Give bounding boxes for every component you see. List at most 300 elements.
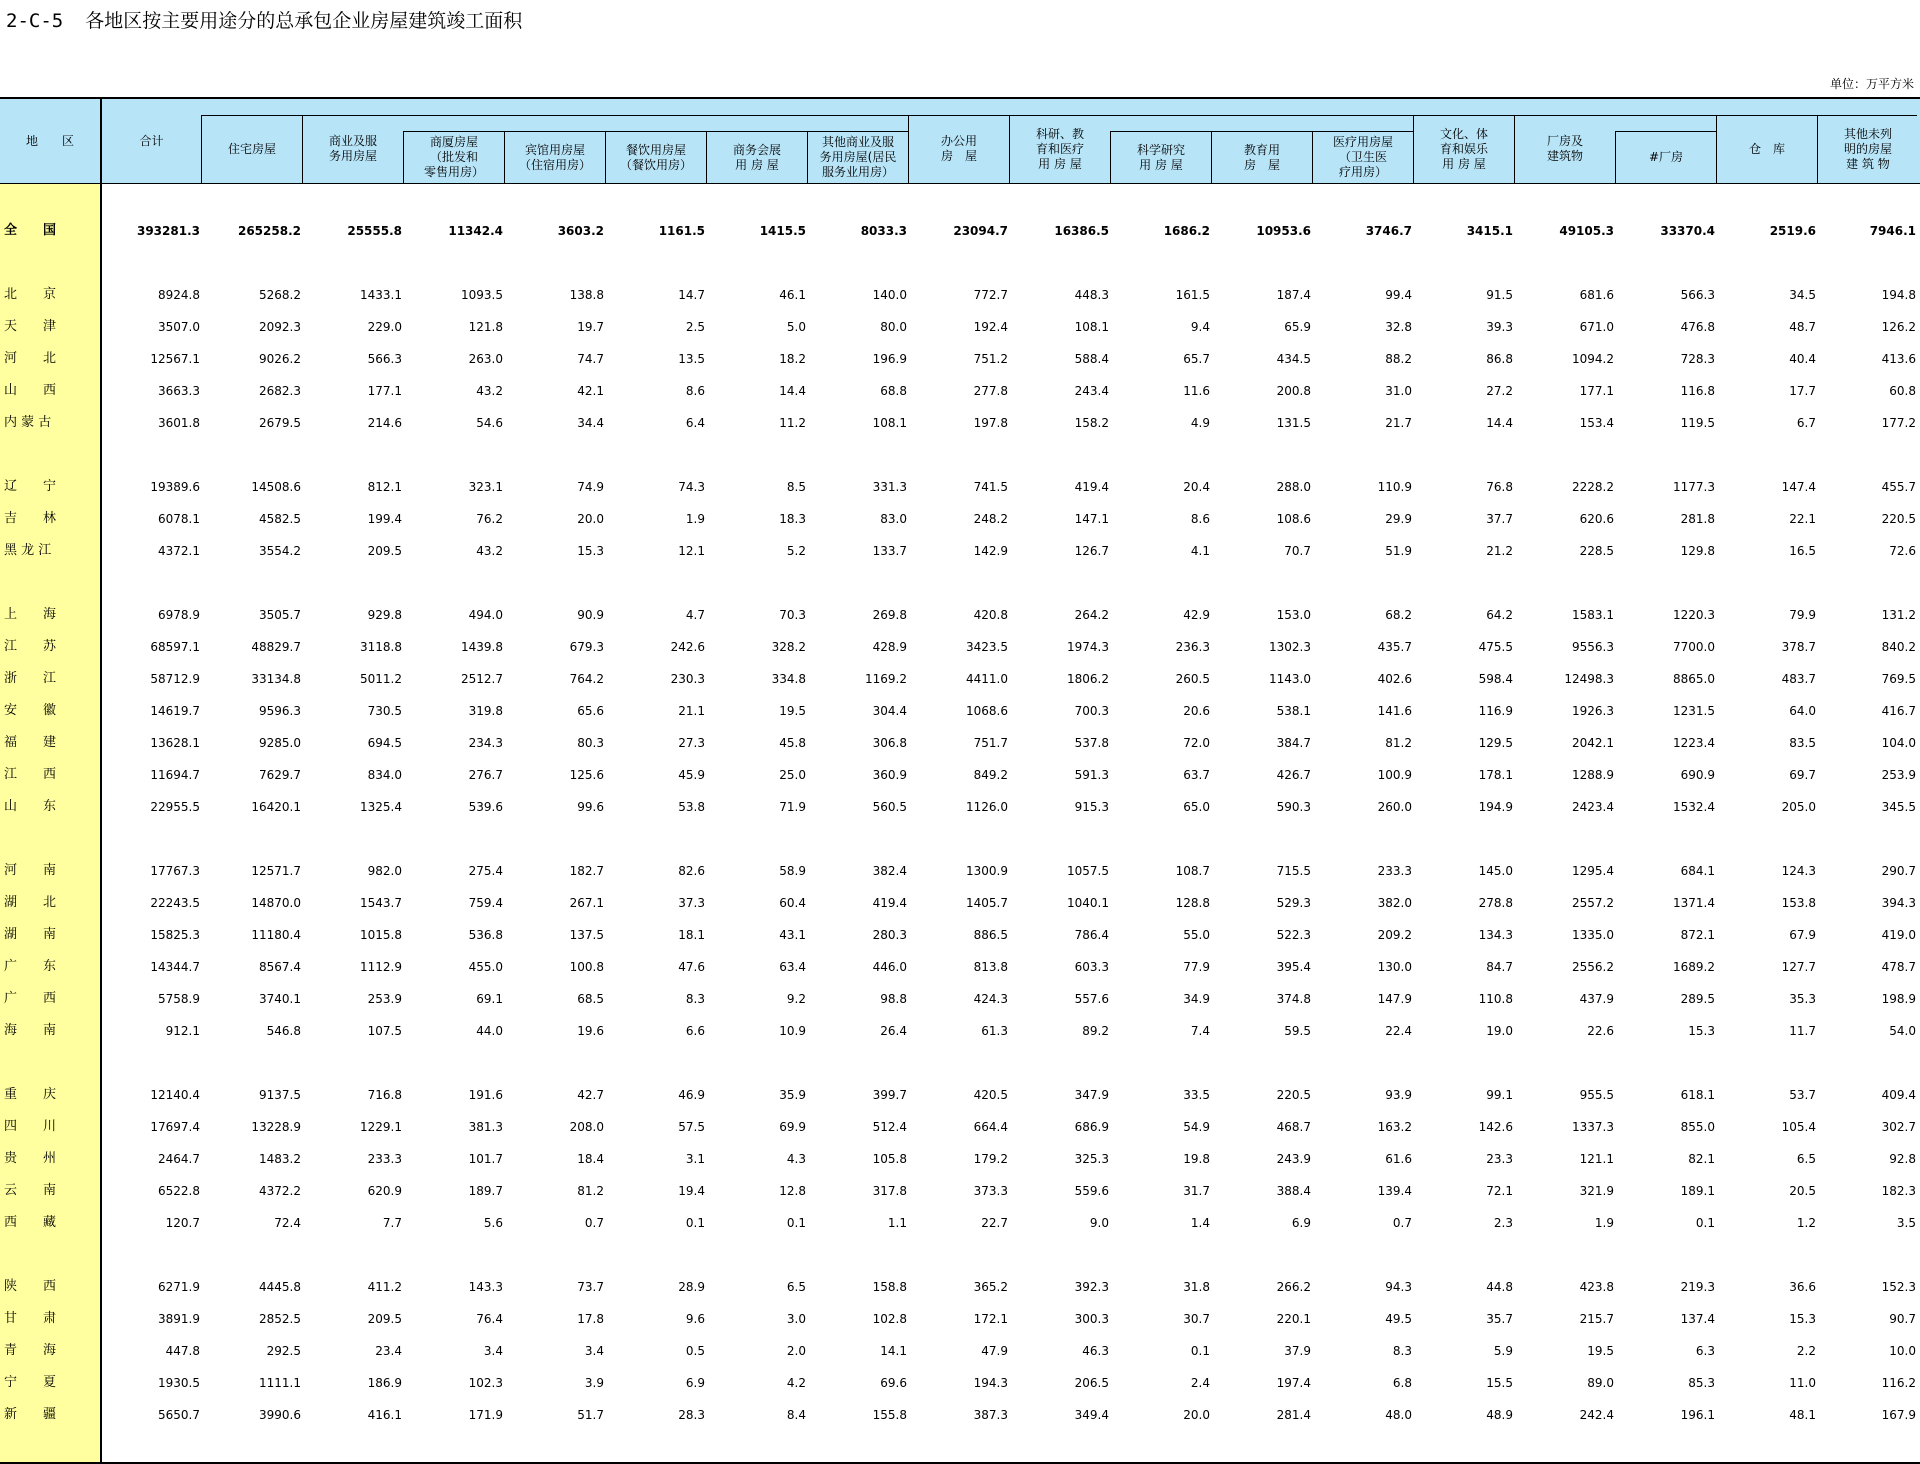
value-cell: 9137.5	[259, 1088, 301, 1102]
value-cell: 76.4	[476, 1312, 503, 1326]
value-cell: 234.3	[468, 736, 503, 750]
header-other: 其他未列 明的房屋 建 筑 物	[1843, 126, 1892, 171]
value-cell: 228.5	[1579, 544, 1614, 558]
value-cell: 133.7	[872, 544, 907, 558]
value-cell: 872.1	[1680, 928, 1715, 942]
value-cell: 18.2	[779, 352, 806, 366]
value-cell: 105.8	[872, 1152, 907, 1166]
value-cell: 392.3	[1074, 1280, 1109, 1294]
value-cell: 94.3	[1385, 1280, 1412, 1294]
value-cell: 23094.7	[953, 224, 1008, 238]
value-cell: 437.9	[1579, 992, 1614, 1006]
value-cell: 44.0	[476, 1024, 503, 1038]
region-label: 福 建	[4, 735, 57, 750]
value-cell: 16.5	[1789, 544, 1816, 558]
value-cell: 12140.4	[150, 1088, 200, 1102]
value-cell: 6.7	[1796, 416, 1816, 430]
value-cell: 0.1	[1695, 1216, 1715, 1230]
value-cell: 455.7	[1881, 480, 1916, 494]
value-cell: 69.1	[476, 992, 503, 1006]
value-cell: 4372.1	[158, 544, 200, 558]
value-cell: 134.3	[1478, 928, 1513, 942]
value-cell: 23.4	[375, 1344, 402, 1358]
value-cell: 68.5	[577, 992, 604, 1006]
value-cell: 0.1	[786, 1216, 806, 1230]
value-cell: 1040.1	[1067, 896, 1109, 910]
value-cell: 76.8	[1486, 480, 1513, 494]
value-cell: 5.9	[1493, 1344, 1513, 1358]
value-cell: 141.6	[1377, 704, 1412, 718]
value-cell: 194.8	[1881, 288, 1916, 302]
value-cell: 70.7	[1284, 544, 1311, 558]
value-cell: 2.0	[786, 1344, 806, 1358]
table-row	[0, 887, 1920, 919]
value-cell: 751.7	[973, 736, 1008, 750]
value-cell: 6522.8	[158, 1184, 200, 1198]
value-cell: 7700.0	[1673, 640, 1715, 654]
value-cell: 48.7	[1789, 320, 1816, 334]
value-cell: 8.5	[786, 480, 806, 494]
value-cell: 2423.4	[1572, 800, 1614, 814]
value-cell: 83.0	[880, 512, 907, 526]
value-cell: 728.3	[1680, 352, 1715, 366]
value-cell: 130.0	[1377, 960, 1412, 974]
value-cell: 46.9	[678, 1088, 705, 1102]
value-cell: 1.2	[1796, 1216, 1816, 1230]
header-catering: 餐饮用房屋 （餐饮用房）	[619, 142, 692, 172]
value-cell: 14870.0	[251, 896, 301, 910]
header-factory-sub: #厂房	[1648, 150, 1684, 164]
value-cell: 158.8	[872, 1280, 907, 1294]
value-cell: 43.2	[476, 544, 503, 558]
table-row	[0, 1271, 1920, 1303]
value-cell: 18.4	[577, 1152, 604, 1166]
value-cell: 0.7	[1392, 1216, 1412, 1230]
value-cell: 4372.2	[259, 1184, 301, 1198]
region-label: 四 川	[4, 1119, 57, 1134]
value-cell: 3.1	[685, 1152, 705, 1166]
value-cell: 30.7	[1183, 1312, 1210, 1326]
value-cell: 104.0	[1881, 736, 1916, 750]
value-cell: 124.3	[1781, 864, 1816, 878]
value-cell: 74.9	[577, 480, 604, 494]
table-title-text: 各地区按主要用途分的总承包企业房屋建筑竣工面积	[85, 10, 523, 32]
value-cell: 684.1	[1680, 864, 1715, 878]
value-cell: 32.8	[1385, 320, 1412, 334]
value-cell: 8865.0	[1673, 672, 1715, 686]
value-cell: 700.3	[1074, 704, 1109, 718]
value-cell: 269.8	[872, 608, 907, 622]
value-cell: 281.4	[1276, 1408, 1311, 1422]
value-cell: 5.6	[483, 1216, 503, 1230]
value-cell: 22.4	[1385, 1024, 1412, 1038]
table-row	[0, 503, 1920, 535]
value-cell: 121.1	[1579, 1152, 1614, 1166]
value-cell: 68.2	[1385, 608, 1412, 622]
value-cell: 80.0	[880, 320, 907, 334]
region-label: 青 海	[4, 1343, 57, 1358]
value-cell: 60.8	[1889, 384, 1916, 398]
value-cell: 54.9	[1183, 1120, 1210, 1134]
region-label: 山 东	[4, 799, 57, 814]
value-cell: 4.2	[786, 1376, 806, 1390]
value-cell: 74.3	[678, 480, 705, 494]
value-cell: 420.5	[973, 1088, 1008, 1102]
value-cell: 1930.5	[158, 1376, 200, 1390]
value-cell: 61.6	[1385, 1152, 1412, 1166]
value-cell: 2464.7	[158, 1152, 200, 1166]
value-cell: 51.9	[1385, 544, 1412, 558]
value-cell: 1220.3	[1673, 608, 1715, 622]
value-cell: 192.4	[973, 320, 1008, 334]
region-label: 云 南	[4, 1183, 57, 1198]
value-cell: 2.4	[1190, 1376, 1210, 1390]
value-cell: 9.0	[1089, 1216, 1109, 1230]
value-cell: 20.0	[1183, 1408, 1210, 1422]
value-cell: 25.0	[779, 768, 806, 782]
value-cell: 153.8	[1781, 896, 1816, 910]
table-row	[0, 727, 1920, 759]
value-cell: 413.6	[1881, 352, 1916, 366]
value-cell: 536.8	[468, 928, 503, 942]
value-cell: 153.0	[1276, 608, 1311, 622]
value-cell: 1806.2	[1067, 672, 1109, 686]
region-label: 江 西	[4, 767, 57, 782]
value-cell: 1112.9	[360, 960, 402, 974]
value-cell: 248.2	[973, 512, 1008, 526]
value-cell: 236.3	[1175, 640, 1210, 654]
value-cell: 100.8	[569, 960, 604, 974]
region-label: 江 苏	[4, 639, 57, 654]
value-cell: 399.7	[872, 1088, 907, 1102]
value-cell: 110.9	[1377, 480, 1412, 494]
header-warehouse: 仓 库	[1748, 141, 1785, 156]
value-cell: 769.5	[1881, 672, 1916, 686]
value-cell: 21.1	[678, 704, 705, 718]
value-cell: 11.6	[1183, 384, 1210, 398]
value-cell: 1126.0	[966, 800, 1008, 814]
value-cell: 197.8	[973, 416, 1008, 430]
unit-label: 单位：万平方米	[1829, 77, 1914, 91]
value-cell: 77.9	[1183, 960, 1210, 974]
value-cell: 48829.7	[251, 640, 301, 654]
value-cell: 17697.4	[150, 1120, 200, 1134]
value-cell: 275.4	[468, 864, 503, 878]
value-cell: 9.2	[786, 992, 806, 1006]
value-cell: 3505.7	[259, 608, 301, 622]
value-cell: 29.9	[1385, 512, 1412, 526]
table-row	[0, 759, 1920, 791]
value-cell: 189.7	[468, 1184, 503, 1198]
value-cell: 5011.2	[360, 672, 402, 686]
value-cell: 590.3	[1276, 800, 1311, 814]
value-cell: 9285.0	[259, 736, 301, 750]
table-row	[0, 599, 1920, 631]
value-cell: 37.7	[1486, 512, 1513, 526]
value-cell: 137.4	[1680, 1312, 1715, 1326]
value-cell: 72.6	[1889, 544, 1916, 558]
value-cell: 468.7	[1276, 1120, 1311, 1134]
value-cell: 5758.9	[158, 992, 200, 1006]
value-cell: 849.2	[973, 768, 1008, 782]
value-cell: 419.0	[1881, 928, 1916, 942]
value-cell: 741.5	[973, 480, 1008, 494]
value-cell: 1.9	[685, 512, 705, 526]
value-cell: 69.7	[1789, 768, 1816, 782]
value-cell: 22.6	[1587, 1024, 1614, 1038]
value-cell: 11.0	[1789, 1376, 1816, 1390]
value-cell: 317.8	[872, 1184, 907, 1198]
region-label: 吉 林	[4, 511, 57, 526]
value-cell: 6.5	[1796, 1152, 1816, 1166]
region-label: 新 疆	[4, 1407, 57, 1422]
value-cell: 90.7	[1889, 1312, 1916, 1326]
value-cell: 7.7	[382, 1216, 402, 1230]
value-cell: 119.5	[1680, 416, 1715, 430]
value-cell: 61.3	[981, 1024, 1008, 1038]
value-cell: 4.7	[685, 608, 705, 622]
value-cell: 72.1	[1486, 1184, 1513, 1198]
value-cell: 16420.1	[251, 800, 301, 814]
region-label: 北 京	[4, 287, 57, 302]
value-cell: 28.3	[678, 1408, 705, 1422]
value-cell: 2228.2	[1572, 480, 1614, 494]
value-cell: 1686.2	[1163, 224, 1210, 238]
value-cell: 1405.7	[966, 896, 1008, 910]
value-cell: 8924.8	[158, 288, 200, 302]
value-cell: 476.8	[1680, 320, 1715, 334]
value-cell: 373.3	[973, 1184, 1008, 1198]
value-cell: 42.1	[577, 384, 604, 398]
value-cell: 48.9	[1486, 1408, 1513, 1422]
value-cell: 25555.8	[347, 224, 402, 238]
value-cell: 68.8	[880, 384, 907, 398]
value-cell: 411.2	[367, 1280, 402, 1294]
value-cell: 35.7	[1486, 1312, 1513, 1326]
value-cell: 416.7	[1881, 704, 1916, 718]
value-cell: 13228.9	[251, 1120, 301, 1134]
value-cell: 3601.8	[158, 416, 200, 430]
value-cell: 13.5	[678, 352, 705, 366]
region-label: 浙 江	[4, 671, 57, 686]
value-cell: 219.3	[1680, 1280, 1715, 1294]
value-cell: 28.9	[678, 1280, 705, 1294]
region-label: 全 国	[4, 223, 57, 238]
value-cell: 7.4	[1190, 1024, 1210, 1038]
value-cell: 302.7	[1881, 1120, 1916, 1134]
table-row	[0, 919, 1920, 951]
value-cell: 1223.4	[1673, 736, 1715, 750]
value-cell: 14619.7	[150, 704, 200, 718]
value-cell: 278.8	[1478, 896, 1513, 910]
value-cell: 59.5	[1284, 1024, 1311, 1038]
value-cell: 304.4	[872, 704, 907, 718]
table-row	[0, 311, 1920, 343]
value-cell: 177.1	[367, 384, 402, 398]
value-cell: 37.9	[1284, 1344, 1311, 1358]
header-bottom-border	[0, 183, 1920, 184]
value-cell: 912.1	[165, 1024, 200, 1038]
value-cell: 31.8	[1183, 1280, 1210, 1294]
value-cell: 447.8	[165, 1344, 200, 1358]
value-cell: 276.7	[468, 768, 503, 782]
value-cell: 80.3	[577, 736, 604, 750]
value-cell: 196.9	[872, 352, 907, 366]
value-cell: 12567.1	[150, 352, 200, 366]
value-cell: 290.7	[1881, 864, 1916, 878]
value-cell: 26.4	[880, 1024, 907, 1038]
value-cell: 603.3	[1074, 960, 1109, 974]
value-cell: 14344.7	[150, 960, 200, 974]
value-cell: 855.0	[1680, 1120, 1715, 1134]
value-cell: 1.4	[1190, 1216, 1210, 1230]
value-cell: 1161.5	[658, 224, 705, 238]
value-cell: 265258.2	[237, 224, 301, 238]
value-cell: 1337.3	[1572, 1120, 1614, 1134]
value-cell: 8.6	[685, 384, 705, 398]
value-cell: 349.4	[1074, 1408, 1109, 1422]
value-cell: 2519.6	[1769, 224, 1816, 238]
region-label: 宁 夏	[4, 1375, 57, 1390]
value-cell: 538.1	[1276, 704, 1311, 718]
value-cell: 31.0	[1385, 384, 1412, 398]
value-cell: 8.3	[1392, 1344, 1412, 1358]
value-cell: 6.9	[685, 1376, 705, 1390]
value-cell: 19.0	[1486, 1024, 1513, 1038]
value-cell: 44.8	[1486, 1280, 1513, 1294]
value-cell: 182.3	[1881, 1184, 1916, 1198]
value-cell: 786.4	[1074, 928, 1109, 942]
value-cell: 929.8	[367, 608, 402, 622]
header-region: 地 区	[25, 133, 74, 148]
value-cell: 142.6	[1478, 1120, 1513, 1134]
value-cell: 35.3	[1789, 992, 1816, 1006]
value-cell: 57.5	[678, 1120, 705, 1134]
value-cell: 65.0	[1183, 800, 1210, 814]
value-cell: 381.3	[468, 1120, 503, 1134]
value-cell: 21.2	[1486, 544, 1513, 558]
value-cell: 679.3	[569, 640, 604, 654]
value-cell: 65.9	[1284, 320, 1311, 334]
value-cell: 161.5	[1175, 288, 1210, 302]
value-cell: 681.6	[1579, 288, 1614, 302]
value-cell: 915.3	[1074, 800, 1109, 814]
value-cell: 200.8	[1276, 384, 1311, 398]
value-cell: 448.3	[1074, 288, 1109, 302]
value-cell: 137.5	[569, 928, 604, 942]
value-cell: 306.8	[872, 736, 907, 750]
value-cell: 214.6	[367, 416, 402, 430]
value-cell: 2557.2	[1572, 896, 1614, 910]
value-cell: 64.2	[1486, 608, 1513, 622]
value-cell: 1302.3	[1269, 640, 1311, 654]
value-cell: 6.5	[786, 1280, 806, 1294]
value-cell: 18.1	[678, 928, 705, 942]
value-cell: 982.0	[367, 864, 402, 878]
value-cell: 2.2	[1796, 1344, 1816, 1358]
value-cell: 208.0	[569, 1120, 604, 1134]
value-cell: 85.3	[1688, 1376, 1715, 1390]
value-cell: 67.9	[1789, 928, 1816, 942]
value-cell: 426.7	[1276, 768, 1311, 782]
value-cell: 446.0	[872, 960, 907, 974]
value-cell: 3.4	[584, 1344, 604, 1358]
table-row	[0, 855, 1920, 887]
value-cell: 435.7	[1377, 640, 1412, 654]
value-cell: 89.2	[1082, 1024, 1109, 1038]
value-cell: 428.9	[872, 640, 907, 654]
value-cell: 152.3	[1881, 1280, 1916, 1294]
value-cell: 93.9	[1385, 1088, 1412, 1102]
value-cell: 3740.1	[259, 992, 301, 1006]
value-cell: 171.9	[468, 1408, 503, 1422]
value-cell: 125.6	[569, 768, 604, 782]
value-cell: 11342.4	[448, 224, 503, 238]
value-cell: 9.6	[685, 1312, 705, 1326]
value-cell: 1231.5	[1673, 704, 1715, 718]
value-cell: 35.9	[779, 1088, 806, 1102]
table-row	[0, 279, 1920, 311]
value-cell: 74.7	[577, 352, 604, 366]
value-cell: 1057.5	[1067, 864, 1109, 878]
value-cell: 591.3	[1074, 768, 1109, 782]
value-cell: 3.9	[584, 1376, 604, 1390]
value-cell: 546.8	[266, 1024, 301, 1038]
value-cell: 378.7	[1781, 640, 1816, 654]
value-cell: 43.2	[476, 384, 503, 398]
value-cell: 1111.1	[259, 1376, 301, 1390]
value-cell: 40.4	[1789, 352, 1816, 366]
value-cell: 1143.0	[1269, 672, 1311, 686]
value-cell: 63.4	[779, 960, 806, 974]
value-cell: 177.2	[1881, 416, 1916, 430]
value-cell: 15.3	[577, 544, 604, 558]
value-cell: 321.9	[1579, 1184, 1614, 1198]
value-cell: 17767.3	[150, 864, 200, 878]
value-cell: 7629.7	[259, 768, 301, 782]
region-label: 湖 北	[4, 895, 57, 910]
value-cell: 759.4	[468, 896, 503, 910]
value-cell: 813.8	[973, 960, 1008, 974]
value-cell: 419.4	[872, 896, 907, 910]
value-cell: 264.2	[1074, 608, 1109, 622]
value-cell: 8.6	[1190, 512, 1210, 526]
value-cell: 325.3	[1074, 1152, 1109, 1166]
value-cell: 230.3	[670, 672, 705, 686]
value-cell: 16386.5	[1054, 224, 1109, 238]
table-row	[0, 407, 1920, 439]
value-cell: 233.3	[1377, 864, 1412, 878]
value-cell: 6271.9	[158, 1280, 200, 1294]
table-title	[6, 6, 522, 33]
value-cell: 0.7	[584, 1216, 604, 1230]
value-cell: 557.6	[1074, 992, 1109, 1006]
value-cell: 3.0	[786, 1312, 806, 1326]
value-cell: 12.1	[678, 544, 705, 558]
table-row	[0, 375, 1920, 407]
value-cell: 129.5	[1478, 736, 1513, 750]
region-label: 黑 龙 江	[4, 543, 52, 558]
value-cell: 3746.7	[1365, 224, 1412, 238]
value-cell: 6.9	[1291, 1216, 1311, 1230]
value-cell: 105.4	[1781, 1120, 1816, 1134]
header-total: 合计	[139, 133, 164, 148]
value-cell: 220.5	[1276, 1088, 1311, 1102]
value-cell: 99.6	[577, 800, 604, 814]
value-cell: 409.4	[1881, 1088, 1916, 1102]
value-cell: 31.7	[1183, 1184, 1210, 1198]
table-row	[0, 535, 1920, 567]
